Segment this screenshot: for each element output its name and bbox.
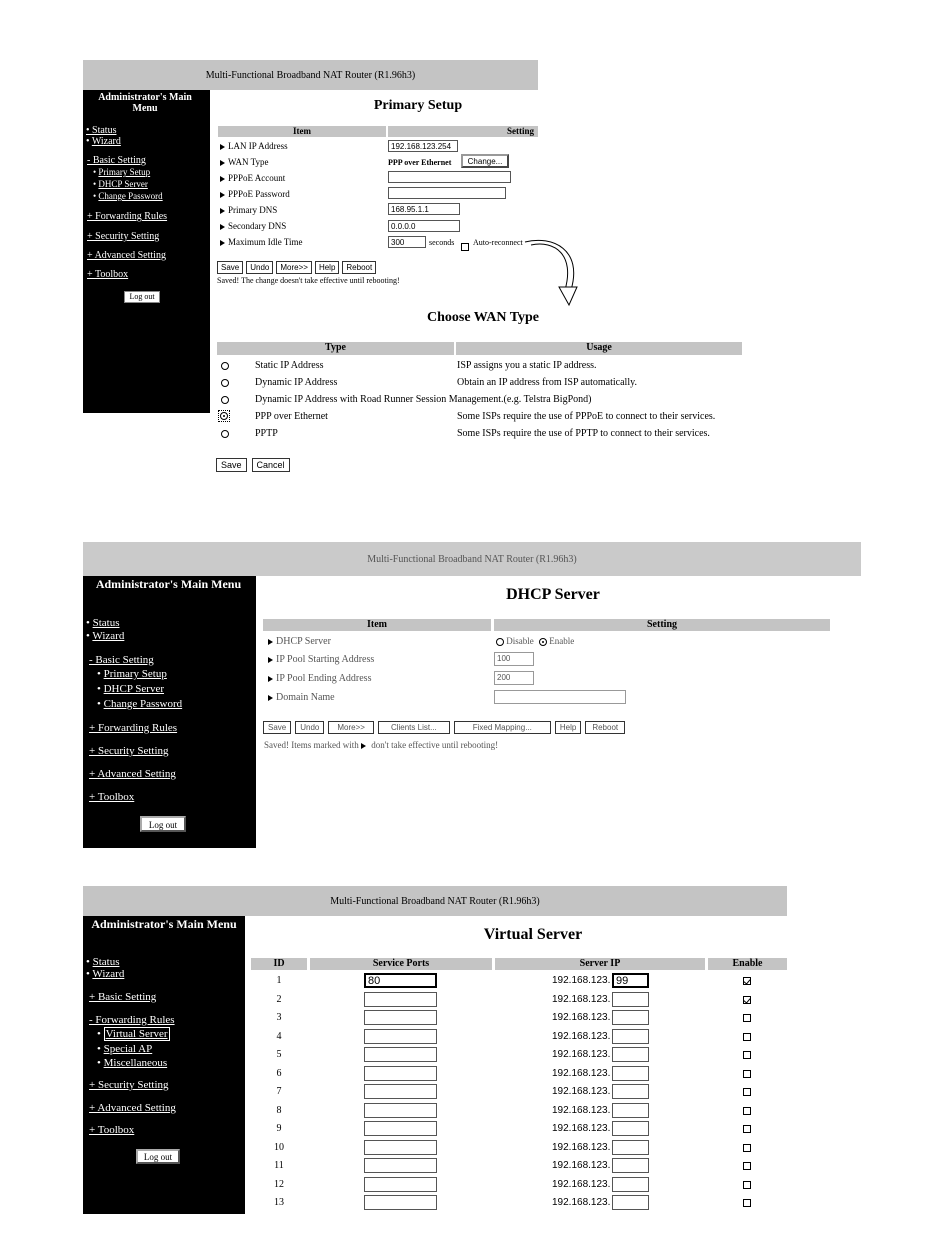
wan-type-usage: Some ISPs require the use of PPTP to connect to their services. <box>457 428 710 439</box>
dhcp-server-screen <box>83 542 861 848</box>
wan-type-usage: Obtain an IP address from ISP automatically. <box>457 377 637 388</box>
help-button[interactable]: Help <box>315 261 339 274</box>
title-bar-text: Multi-Functional Broadband NAT Router (R1.96h3) <box>330 895 540 907</box>
table-row <box>251 972 787 990</box>
wan-col-header-usage: Usage <box>456 342 742 355</box>
enable-checkbox[interactable] <box>743 1033 751 1041</box>
row-id: 9 <box>276 1123 282 1134</box>
help-button[interactable]: Help <box>555 721 581 734</box>
sidebar-item-forwarding-rules[interactable]: - Forwarding Rules <box>89 1014 175 1026</box>
wan-dialog-buttons <box>216 458 290 472</box>
enable-checkbox[interactable] <box>743 1070 751 1078</box>
lan-ip-input[interactable]: 192.168.123.254 <box>388 140 458 152</box>
clients-list-button[interactable]: Clients List... <box>378 721 450 734</box>
sidebar-item-primary-setup[interactable]: • Primary Setup <box>93 167 151 177</box>
bullet-triangle-icon <box>220 192 225 198</box>
table-row <box>251 1176 787 1194</box>
row-id: 11 <box>274 1160 284 1171</box>
row-id: 13 <box>274 1197 284 1208</box>
sidebar <box>83 90 210 413</box>
wan-type-radio[interactable] <box>221 362 229 370</box>
row-id: 12 <box>274 1178 284 1190</box>
sidebar-item-status[interactable]: • Status <box>86 956 120 968</box>
col-header-setting: Setting <box>388 126 538 137</box>
sidebar-item-wizard[interactable]: • Wizard <box>86 136 121 147</box>
ip-pool-start-input[interactable]: 100 <box>494 652 534 666</box>
dhcp-disable-radio[interactable] <box>496 638 504 646</box>
server-ip-input[interactable] <box>612 1158 649 1173</box>
sidebar-item-dhcp-server[interactable]: • DHCP Server <box>97 683 165 695</box>
action-buttons <box>217 261 376 274</box>
server-ip-input[interactable] <box>612 1195 649 1210</box>
status-message: Saved! Items marked with don't take effective until rebooting! <box>264 740 499 750</box>
title-bar <box>83 542 861 576</box>
row-id: 3 <box>276 1012 282 1023</box>
server-ip-prefix: 192.168.123. <box>552 1197 611 1208</box>
wan-type-name: Dynamic IP Address with Road Runner Session Management.(e.g. Telstra BigPond) <box>255 394 592 405</box>
sidebar-item-advanced-setting[interactable]: + Advanced Setting <box>87 250 166 261</box>
enable-checkbox[interactable] <box>743 996 751 1004</box>
server-ip-prefix: 192.168.123. <box>552 1086 611 1097</box>
status-message: Saved! The change doesn't take effective until rebooting! <box>217 276 400 285</box>
server-ip-input[interactable] <box>612 1121 649 1136</box>
enable-checkbox[interactable] <box>743 1107 751 1115</box>
server-ip-input[interactable] <box>612 1010 649 1025</box>
service-ports-input[interactable]: 80 <box>364 973 437 988</box>
service-ports-input[interactable] <box>364 1195 437 1210</box>
more-button[interactable]: More>> <box>276 261 312 274</box>
dhcp-server-label: DHCP Server <box>268 636 331 647</box>
wan-type-row[interactable] <box>217 426 742 443</box>
server-ip-input[interactable] <box>612 1103 649 1118</box>
dhcp-mode-radios: Disable Enable <box>496 636 574 646</box>
save-button[interactable]: Save <box>263 721 291 734</box>
dhcp-enable-radio[interactable] <box>539 638 547 646</box>
bullet-triangle-icon <box>268 639 273 645</box>
sidebar-item-security-setting[interactable]: + Security Setting <box>87 231 160 242</box>
reboot-button[interactable]: Reboot <box>585 721 625 734</box>
service-ports-input[interactable] <box>364 1066 437 1081</box>
title-bar-text: Multi-Functional Broadband NAT Router (R1.96h3) <box>367 553 577 565</box>
server-ip-input[interactable] <box>612 992 649 1007</box>
undo-button[interactable]: Undo <box>246 261 273 274</box>
wan-type-row[interactable] <box>217 375 742 392</box>
enable-checkbox[interactable] <box>743 1144 751 1152</box>
primary-dns-input[interactable]: 168.95.1.1 <box>388 203 460 215</box>
domain-name-label: Domain Name <box>268 692 335 703</box>
bullet-triangle-icon <box>268 676 273 682</box>
wan-type-usage: ISP assigns you a static IP address. <box>457 360 597 371</box>
wan-type-label: WAN Type <box>220 157 268 167</box>
bullet-triangle-icon <box>220 208 225 214</box>
bullet-triangle-icon <box>268 695 273 701</box>
auto-reconnect-label: Auto-reconnect <box>473 238 523 247</box>
change-wan-button[interactable]: Change... <box>461 154 509 168</box>
wan-type-name: Static IP Address <box>255 360 324 371</box>
sidebar-header: Administrator's Main Menu <box>98 92 192 114</box>
reboot-button[interactable]: Reboot <box>342 261 376 274</box>
server-ip-prefix: 192.168.123. <box>552 993 611 1005</box>
service-ports-input[interactable] <box>364 1121 437 1136</box>
service-ports-input[interactable] <box>364 1140 437 1155</box>
wan-type-list <box>217 358 742 448</box>
server-ip-prefix: 192.168.123. <box>552 1141 611 1153</box>
wan-type-name: PPTP <box>255 428 278 439</box>
enable-checkbox[interactable] <box>743 1051 751 1059</box>
bullet-triangle-icon <box>220 160 225 166</box>
row-id: 4 <box>276 1030 282 1042</box>
row-id: 5 <box>276 1049 282 1060</box>
sidebar-item-advanced-setting[interactable]: + Advanced Setting <box>89 768 176 780</box>
row-id: 6 <box>276 1067 282 1079</box>
title-bar-text: Multi-Functional Broadband NAT Router (R1.96h3) <box>205 69 416 81</box>
col-header-server-ip: Server IP <box>495 958 705 970</box>
server-ip-prefix: 192.168.123. <box>552 1049 611 1060</box>
pppoe-account-label: PPPoE Account <box>220 173 285 183</box>
col-header-enable: Enable <box>708 958 787 970</box>
undo-button[interactable]: Undo <box>295 721 324 734</box>
table-row <box>251 1046 787 1064</box>
bullet-triangle-icon <box>220 176 225 182</box>
page-title: DHCP Server <box>506 586 600 603</box>
virtual-server-table <box>251 972 787 1216</box>
primary-dns-label: Primary DNS <box>220 205 277 215</box>
bullet-triangle-icon <box>220 144 225 150</box>
wan-type-row[interactable] <box>217 409 742 426</box>
logout-button[interactable]: Log out <box>124 291 160 303</box>
table-row <box>251 1139 787 1157</box>
action-buttons <box>263 721 625 734</box>
wan-type-row[interactable] <box>217 392 742 409</box>
ip-pool-end-label: IP Pool Ending Address <box>268 673 371 684</box>
wan-type-name: PPP over Ethernet <box>255 411 328 422</box>
secondary-dns-input[interactable]: 0.0.0.0 <box>388 220 460 232</box>
row-id: 1 <box>276 975 282 986</box>
bullet-triangle-icon <box>220 224 225 230</box>
sidebar-item-miscellaneous[interactable]: • Miscellaneous <box>97 1057 168 1069</box>
sidebar-item-dhcp-server[interactable]: • DHCP Server <box>93 179 148 189</box>
logout-button[interactable]: Log out <box>140 816 186 832</box>
server-ip-input[interactable] <box>612 1047 649 1062</box>
table-row <box>251 991 787 1009</box>
idle-time-label: Maximum Idle Time <box>220 237 303 247</box>
sidebar-item-change-password[interactable]: • Change Password <box>97 698 183 710</box>
table-row <box>251 1194 787 1212</box>
choose-wan-title: Choose WAN Type <box>426 310 540 325</box>
wan-cancel-button[interactable]: Cancel <box>252 458 290 472</box>
sidebar-item-advanced-setting[interactable]: + Advanced Setting <box>89 1102 176 1114</box>
sidebar-item-basic-setting[interactable]: + Basic Setting <box>89 991 157 1003</box>
pppoe-password-label: PPPoE Password <box>220 189 290 199</box>
bullet-triangle-icon <box>268 657 273 663</box>
logout-button[interactable]: Log out <box>136 1149 180 1164</box>
table-row <box>251 1157 787 1175</box>
service-ports-input[interactable] <box>364 992 437 1007</box>
service-ports-input[interactable] <box>364 1177 437 1192</box>
pppoe-password-input[interactable] <box>388 187 506 199</box>
server-ip-input[interactable] <box>612 1177 649 1192</box>
wan-type-value: PPP over Ethernet <box>388 158 452 167</box>
service-ports-input[interactable] <box>364 1047 437 1062</box>
idle-time-input[interactable]: 300 <box>388 236 426 248</box>
server-ip-input[interactable] <box>612 1066 649 1081</box>
sidebar-item-virtual-server[interactable]: • Virtual Server <box>97 1028 168 1040</box>
enable-checkbox[interactable] <box>743 1088 751 1096</box>
wan-type-radio[interactable] <box>221 379 229 387</box>
row-id: 8 <box>276 1104 282 1116</box>
bullet-triangle-icon <box>361 743 366 749</box>
sidebar-header: Administrator's Main Menu <box>95 577 242 591</box>
seconds-label: seconds <box>429 238 455 247</box>
server-ip-prefix: 192.168.123. <box>552 975 611 986</box>
server-ip-input[interactable] <box>612 1140 649 1155</box>
secondary-dns-label: Secondary DNS <box>220 221 286 231</box>
wan-type-row[interactable] <box>217 358 742 375</box>
sidebar-item-security-setting[interactable]: + Security Setting <box>89 745 169 757</box>
enable-checkbox[interactable] <box>743 1014 751 1022</box>
title-bar <box>83 60 538 90</box>
wan-save-button[interactable]: Save <box>216 458 247 472</box>
page-title: Primary Setup <box>373 98 463 113</box>
ip-pool-start-label: IP Pool Starting Address <box>268 654 374 665</box>
ip-pool-end-input[interactable]: 200 <box>494 671 534 685</box>
sidebar-item-toolbox[interactable]: + Toolbox <box>89 791 135 803</box>
server-ip-input[interactable] <box>612 1029 649 1044</box>
sidebar-item-basic-setting[interactable]: - Basic Setting <box>89 654 154 666</box>
sidebar-item-primary-setup[interactable]: • Primary Setup <box>97 668 167 680</box>
service-ports-input[interactable] <box>364 1010 437 1025</box>
enable-checkbox[interactable] <box>743 1181 751 1189</box>
enable-checkbox[interactable] <box>743 1162 751 1170</box>
sidebar-header: Administrator's Main Menu <box>91 917 237 931</box>
sidebar <box>83 916 245 1214</box>
table-row <box>251 1009 787 1027</box>
page-title: Virtual Server <box>483 926 583 943</box>
server-ip-prefix: 192.168.123. <box>552 1012 611 1023</box>
service-ports-input[interactable] <box>364 1158 437 1173</box>
service-ports-input[interactable] <box>364 1029 437 1044</box>
primary-setup-screen <box>83 60 743 480</box>
col-header-item: Item <box>218 126 386 137</box>
lan-ip-label: LAN IP Address <box>220 141 288 151</box>
sidebar-item-status[interactable]: • Status <box>86 617 120 629</box>
domain-name-input[interactable] <box>494 690 626 704</box>
sidebar-item-special-ap[interactable]: • Special AP <box>97 1043 153 1055</box>
bullet-triangle-icon <box>220 240 225 246</box>
wan-type-radio-focus[interactable] <box>218 410 230 422</box>
sidebar-item-toolbox[interactable]: + Toolbox <box>87 269 129 280</box>
sidebar-item-toolbox[interactable]: + Toolbox <box>89 1124 135 1136</box>
server-ip-prefix: 192.168.123. <box>552 1104 611 1116</box>
wan-type-radio[interactable] <box>220 412 228 420</box>
row-id: 2 <box>276 993 282 1005</box>
table-row <box>251 1065 787 1083</box>
pppoe-account-input[interactable] <box>388 171 511 183</box>
service-ports-input[interactable] <box>364 1103 437 1118</box>
sidebar-item-forwarding-rules[interactable]: + Forwarding Rules <box>89 722 178 734</box>
sidebar-item-change-password[interactable]: • Change Password <box>93 191 163 201</box>
server-ip-prefix: 192.168.123. <box>552 1067 611 1079</box>
sidebar-item-wizard[interactable]: • Wizard <box>86 968 125 980</box>
table-row <box>251 1083 787 1101</box>
server-ip-input[interactable]: 99 <box>612 973 649 988</box>
table-row <box>251 1120 787 1138</box>
auto-reconnect-checkbox[interactable] <box>461 243 469 251</box>
title-bar <box>83 886 787 916</box>
col-header-id: ID <box>251 958 307 970</box>
enable-checkbox[interactable] <box>743 977 751 985</box>
enable-checkbox[interactable] <box>743 1125 751 1133</box>
server-ip-prefix: 192.168.123. <box>552 1160 611 1171</box>
sidebar <box>83 576 256 848</box>
wan-type-radio[interactable] <box>221 396 229 404</box>
wan-type-name: Dynamic IP Address <box>255 377 338 388</box>
enable-checkbox[interactable] <box>743 1199 751 1207</box>
server-ip-prefix: 192.168.123. <box>552 1178 611 1190</box>
server-ip-input[interactable] <box>612 1084 649 1099</box>
sidebar-item-wizard[interactable]: • Wizard <box>86 630 125 642</box>
col-header-service-ports: Service Ports <box>310 958 492 970</box>
wan-type-usage: Some ISPs require the use of PPPoE to connect to their services. <box>457 411 716 422</box>
table-row <box>251 1028 787 1046</box>
sidebar-item-basic-setting[interactable]: - Basic Setting <box>87 155 146 166</box>
table-row <box>251 1102 787 1120</box>
row-id: 10 <box>274 1141 284 1153</box>
save-button[interactable]: Save <box>217 261 243 274</box>
more-button[interactable]: More>> <box>328 721 374 734</box>
col-header-item: Item <box>263 619 491 631</box>
row-id: 7 <box>276 1086 282 1097</box>
server-ip-prefix: 192.168.123. <box>552 1123 611 1134</box>
server-ip-prefix: 192.168.123. <box>552 1030 611 1042</box>
sidebar-item-security-setting[interactable]: + Security Setting <box>89 1079 169 1091</box>
virtual-server-screen <box>83 886 789 1216</box>
fixed-mapping-button[interactable]: Fixed Mapping... <box>454 721 551 734</box>
col-header-setting: Setting <box>494 619 830 631</box>
wan-type-radio[interactable] <box>221 430 229 438</box>
service-ports-input[interactable] <box>364 1084 437 1099</box>
wan-col-header-type: Type <box>217 342 454 355</box>
sidebar-item-forwarding-rules[interactable]: + Forwarding Rules <box>87 211 168 222</box>
sidebar-item-status[interactable]: • Status <box>86 125 117 136</box>
